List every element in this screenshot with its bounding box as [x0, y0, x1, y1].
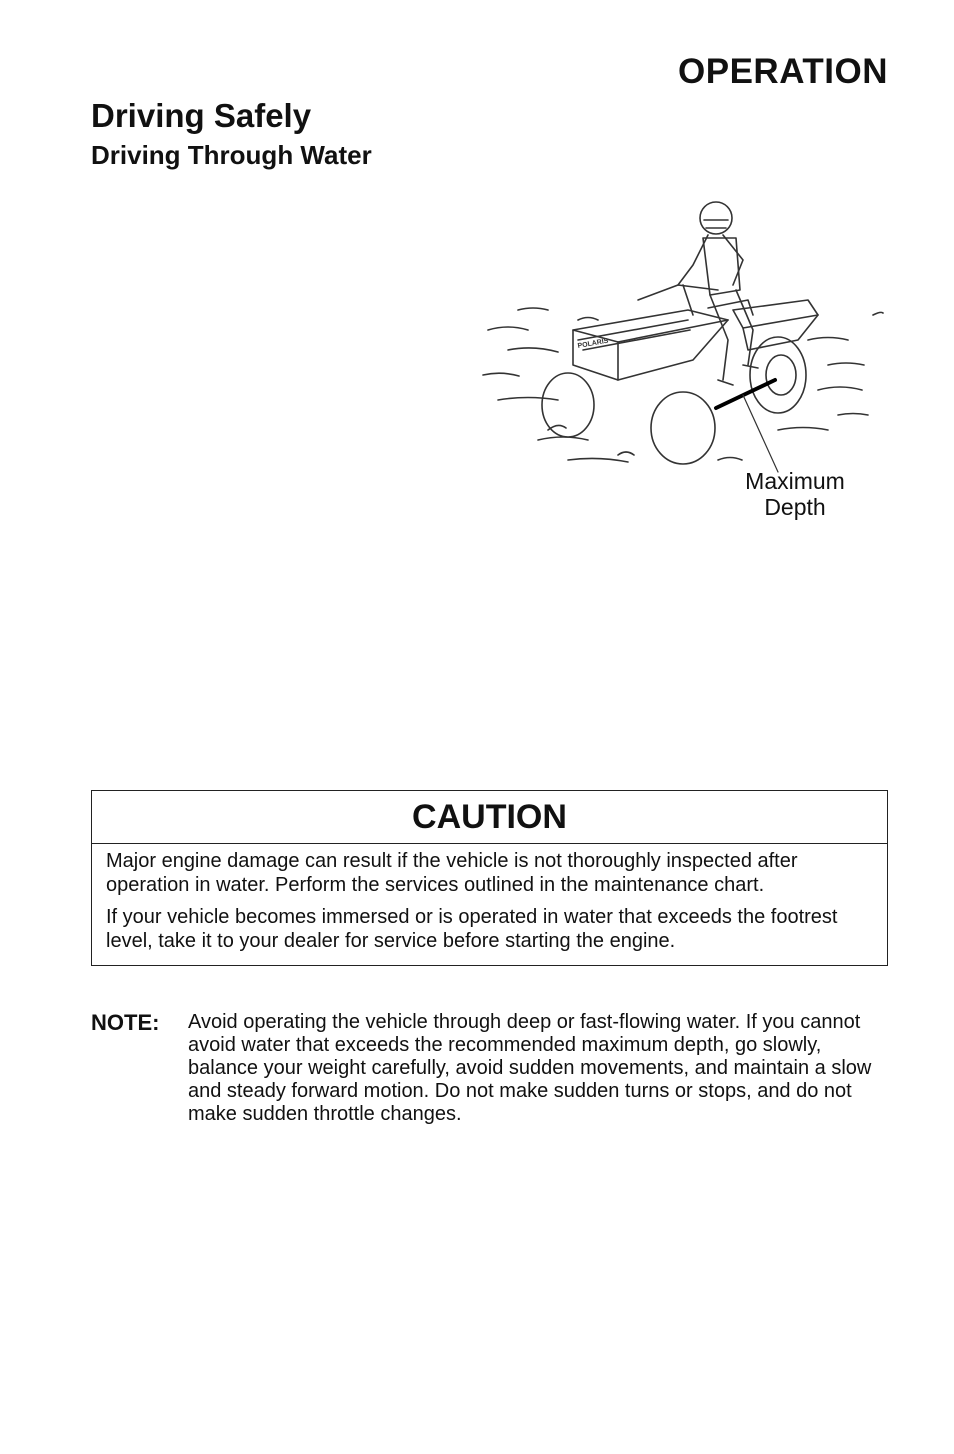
note-label: NOTE:	[91, 1010, 160, 1035]
atv-water-figure	[478, 190, 898, 530]
logo-text: POLARIS	[577, 337, 609, 350]
atv-in-water-illustration-icon	[478, 190, 898, 490]
caution-body	[92, 844, 887, 965]
section-header: OPERATION	[678, 52, 888, 91]
note	[91, 1011, 891, 1126]
caution-heading: CAUTION	[92, 791, 887, 844]
maximum-depth-label	[733, 468, 857, 520]
label-line2: Depth	[764, 494, 826, 520]
caution-paragraph-1: Major engine damage can result if the vehicle is not thoroughly inspected after operation in water. Perform the services outlined in the maintenance chart.	[106, 850, 798, 896]
label-line1: Maximum	[745, 468, 845, 494]
note-text: Avoid operating the vehicle through deep or fast-flowing water. If you cannot avoid water that exceeds the recommended maximum depth, go slowly, balance your weight carefully, avoid sudden movements, and maintain a slow and steady forward motion. Do not make sudden turns or stops, and do not make sudden throttle changes.	[188, 1011, 872, 1125]
page-subtitle: Driving Through Water	[91, 140, 372, 170]
caution-box	[91, 790, 888, 966]
page-title: Driving Safely	[91, 97, 312, 134]
caution-paragraph-2: If your vehicle becomes immersed or is operated in water that exceeds the footrest level, take it to your dealer for service before starting the engine.	[106, 906, 838, 952]
